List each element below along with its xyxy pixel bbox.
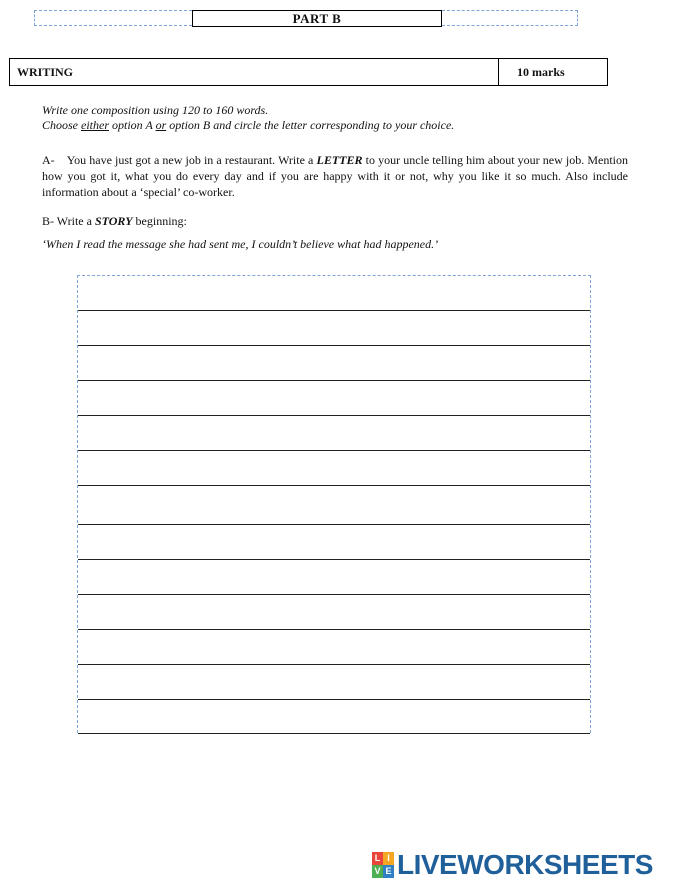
logo-badge-letter: L <box>372 852 383 865</box>
liveworksheets-logo <box>372 850 653 880</box>
section-marks: 10 marks <box>517 65 565 79</box>
logo-badge-letter: E <box>383 865 394 878</box>
writing-line[interactable] <box>78 450 590 451</box>
writing-line[interactable] <box>78 345 590 346</box>
writing-area[interactable] <box>77 275 591 733</box>
writing-line[interactable] <box>78 559 590 560</box>
writing-line[interactable] <box>78 415 590 416</box>
instruction-or: or <box>155 118 167 132</box>
section-header-table <box>9 58 608 86</box>
writing-line[interactable] <box>78 524 590 525</box>
writing-line[interactable] <box>78 629 590 630</box>
instruction-text: Choose <box>42 118 81 132</box>
instruction-either: either <box>81 118 109 132</box>
instruction-text: option A <box>109 118 156 132</box>
option-b-rest: beginning: <box>132 214 187 228</box>
story-opening-quote: ‘When I read the message she had sent me, I couldn’t believe what had happened.’ <box>42 237 439 251</box>
logo-text: LIVEWORKSHEETS <box>397 849 653 880</box>
option-a-emphasis: LETTER <box>316 153 363 167</box>
logo-badge-letter: V <box>372 865 383 878</box>
part-label: PART B <box>192 10 442 27</box>
writing-line[interactable] <box>78 594 590 595</box>
writing-line[interactable] <box>78 699 590 700</box>
header-right-rule <box>442 10 578 26</box>
option-b-lead: B- Write a <box>42 214 95 228</box>
instruction-text: option B and circle the letter corresponding to your choice. <box>166 118 455 132</box>
instruction-line-1: Write one composition using 120 to 160 words. <box>42 103 269 117</box>
logo-badge-letter: I <box>383 852 394 865</box>
logo-badge-icon <box>372 852 394 878</box>
header-left-rule <box>34 10 192 26</box>
writing-line[interactable] <box>78 733 590 734</box>
option-b-emphasis: STORY <box>94 214 133 228</box>
writing-line[interactable] <box>78 664 590 665</box>
writing-line[interactable] <box>78 485 590 486</box>
writing-line[interactable] <box>78 310 590 311</box>
option-a-prompt <box>42 152 628 200</box>
section-title: WRITING <box>10 59 499 85</box>
option-b-prompt <box>42 214 187 229</box>
writing-line[interactable] <box>78 380 590 381</box>
option-a-rest: to your uncle telling him about your new job. Mention how you got it, what you do every day and if you are happy with it or not, why you like it so much. Also include information about a ‘special’ co-worker. <box>42 153 629 199</box>
instruction-line-2 <box>42 118 454 133</box>
option-a-lead: A- You have just got a new job in a restaurant. Write a <box>42 153 317 167</box>
